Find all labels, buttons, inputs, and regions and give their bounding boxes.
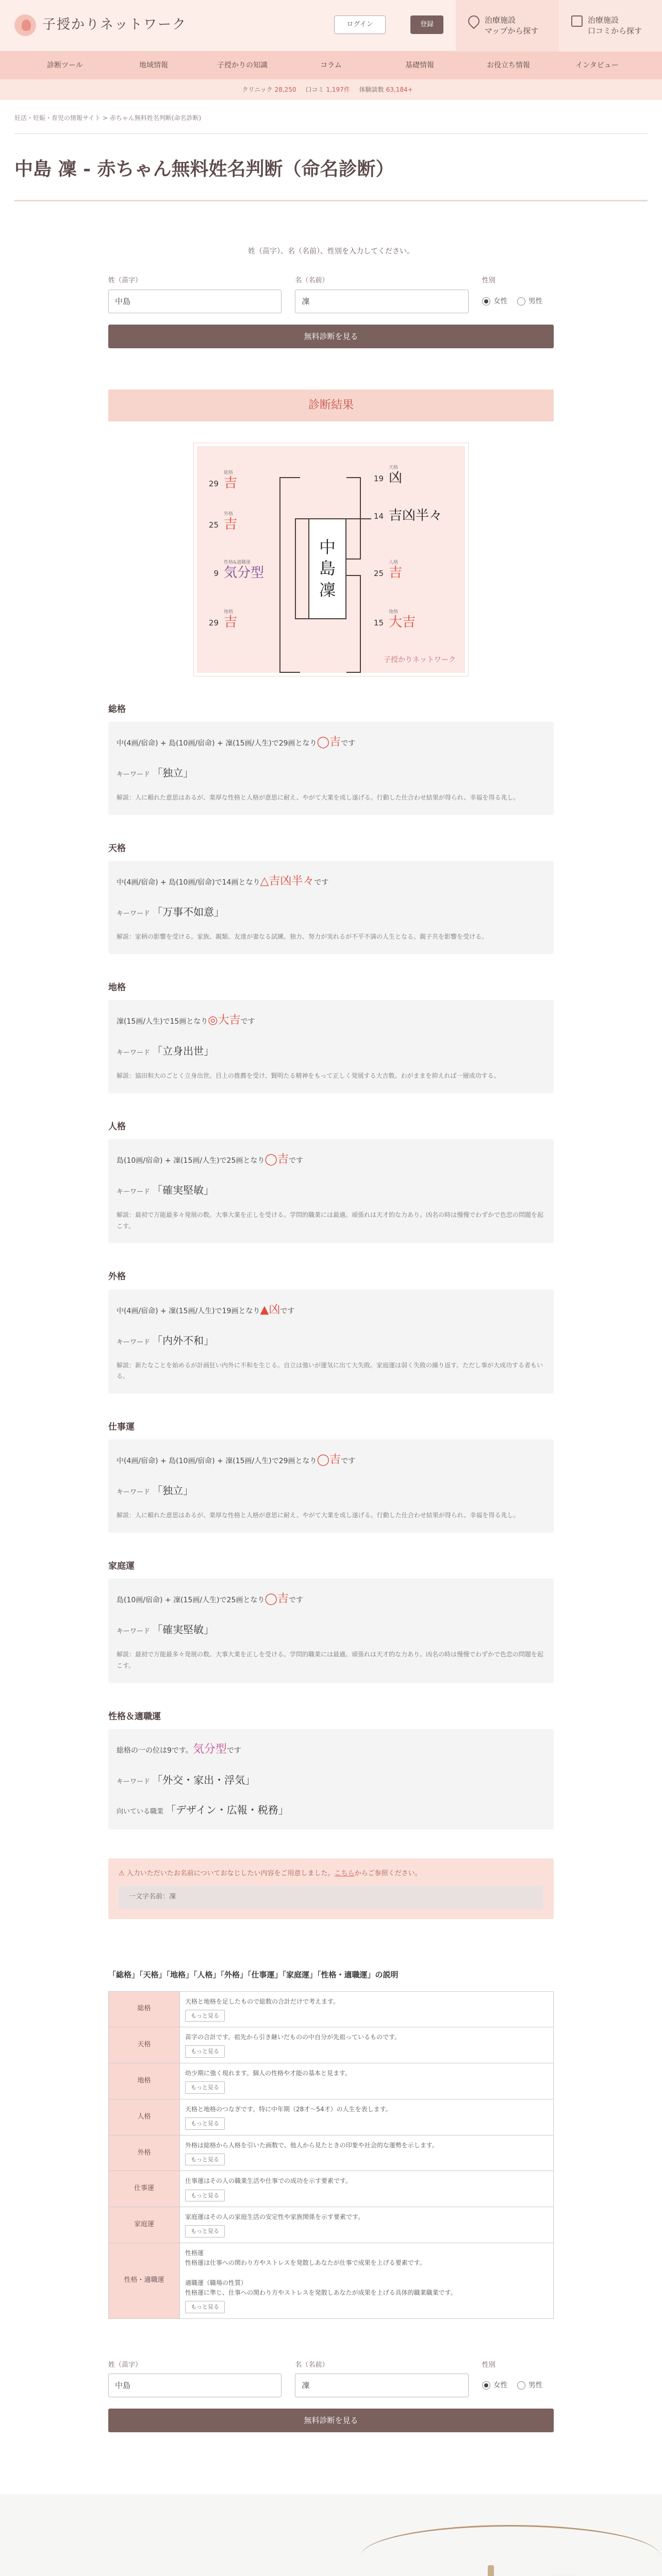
- register-button[interactable]: 登録: [410, 15, 443, 34]
- more-button[interactable]: もっと見る: [185, 2301, 225, 2313]
- mei-input[interactable]: 凜: [295, 290, 468, 313]
- more-button[interactable]: もっと見る: [185, 2081, 225, 2094]
- logo-text: 子授かりネットワーク: [42, 17, 187, 33]
- login-button[interactable]: ログイン: [334, 15, 386, 34]
- diagram-heaven: 19 天格 凶: [373, 465, 403, 486]
- table-row: 家庭運 家庭運はその人の家庭生活の安定性や家族関係を示す要素です。 もっと見る: [109, 2207, 554, 2243]
- diagram-earth: 29 地格 吉: [208, 609, 238, 630]
- site-logo[interactable]: [14, 14, 187, 36]
- more-button[interactable]: もっと見る: [185, 2225, 225, 2238]
- twine: [361, 2525, 660, 2576]
- more-button[interactable]: もっと見る: [185, 2045, 225, 2058]
- table-row: 地格 幼少期に強く現れます。個人の性格や才能の基本と見ます。 もっと見る: [109, 2063, 554, 2099]
- diagram-watermark: 子授かりネットワーク: [384, 655, 456, 664]
- result-section: 総格 中(4画/宿命) + 島(10画/宿命) + 凜(15画/人生)で29画となり◯吉です キーワード 「独立」 解説：人に頼れた意思はあるが、楽厚な性格と人格が意思に耐え、やがて大業を成し遂げる。行動した仕合わせ結果が得られ、幸福を得る兆し。: [108, 703, 554, 815]
- personality-section: 性格＆適職運 総格の一の位は9です。気分型です キーワード 「外交・家出・浮気」 向いている職業 「デザイン・広報・税務」: [108, 1710, 554, 1829]
- nav-item[interactable]: インタビュー: [575, 61, 619, 70]
- explain-title: 「総格」「天格」「地格」「人格」「外格」「仕事運」「家庭運」「性格・適職運」の説明: [108, 1970, 399, 1979]
- nav-item[interactable]: 地域情報: [139, 61, 168, 70]
- notice-box: ⚠ 入力いただいたお名前についておなじしたい内容をご用意しました。こちらからご参照ください。 一文字名前：凜: [108, 1858, 554, 1919]
- result-section: 仕事運 中(4画/宿命) + 島(10画/宿命) + 凜(15画/人生)で29画となり◯吉です キーワード 「独立」 解説：人に頼れた意思はあるが、楽厚な性格と人格が意思に耐え、やがて大業を成し遂げる。行動した仕合わせ結果が得られ、幸福を得る兆し。: [108, 1420, 554, 1533]
- footer-hero: [0, 2494, 662, 2576]
- submit-button-bottom[interactable]: 無料診断を見る: [108, 2409, 554, 2432]
- nav-item[interactable]: お役立ち情報: [487, 61, 530, 70]
- more-button[interactable]: もっと見る: [185, 2154, 225, 2166]
- diagram-total: 29 総格 吉: [208, 470, 238, 491]
- chat-icon: [571, 15, 583, 27]
- review-search-cta[interactable]: 治療施設 口コミから探す: [559, 0, 662, 52]
- submit-button[interactable]: 無料診断を見る: [108, 325, 554, 348]
- radio-male[interactable]: 男性: [517, 2380, 543, 2391]
- radio-male[interactable]: 男性: [517, 296, 543, 307]
- more-button[interactable]: もっと見る: [185, 2010, 225, 2022]
- more-button[interactable]: もっと見る: [185, 2117, 225, 2130]
- form-intro: 姓（苗字）、名（名前）、性別を入力してください。: [248, 247, 414, 256]
- diagram-mixed: 14 吉凶半々: [373, 507, 443, 523]
- nav-item[interactable]: 基礎情報: [405, 61, 434, 70]
- map-search-cta[interactable]: 治療施設 マップから探す: [456, 0, 559, 52]
- name-form: [108, 276, 554, 313]
- result-section: 家庭運 島(10画/宿命) + 凜(15画/人生)で25画となり◯吉です キーワード 「確実堅敏」 解説：最初で万能最多々発展の数。大事大業を正しを受ける。学問的職業には最適。頑張れは天才的な力あり。凶名の時は慢慢でわずかで色恋の問題を起こす。: [108, 1560, 554, 1683]
- diagram-earth-right: 15 地格 大吉: [373, 609, 416, 630]
- name-box: 中 島 凜: [308, 518, 346, 619]
- table-row: 総格 天格と地格を足したもので総数の合計だけで考えます。 もっと見る: [109, 1991, 554, 2027]
- map-pin-icon: [466, 13, 482, 29]
- result-section: 人格 島(10画/宿命) + 凜(15画/人生)で25画となり◯吉です キーワード 「確実堅敏」 解説：最初で万能最多々発展の数。大事大業を正しを受ける。学問的職業には最適。頑張れは天才的な力あり。凶名の時は慢慢でわずかで色恋の問題を起こす。: [108, 1120, 554, 1244]
- diagram-personality: 9 性格&適職運 気分型: [213, 560, 264, 581]
- notice-link[interactable]: こちら: [334, 1869, 355, 1877]
- site-header: [0, 0, 662, 52]
- clothespin: [488, 2565, 494, 2576]
- table-row: 外格 外格は総格から人格を引いた画数で、他人から見たときの印象や社会的な運勢を示します。 もっと見る: [109, 2135, 554, 2171]
- nav-item[interactable]: 診断ツール: [47, 61, 83, 70]
- sei-label: 姓（苗字）: [108, 277, 142, 285]
- breadcrumb[interactable]: 妊活・妊娠・育児の情報サイト > 赤ちゃん無料姓名判断(命名診断): [14, 114, 202, 122]
- result-section: 天格 中(4画/宿命) + 島(10画/宿命)で14画となり△吉凶半々です キーワード 「万事不如意」 解説：家柄の影響を受ける。家族、親類、友達が妻なる試練。独力、努力が実れるが不平不満の人生となる。親子共を影響を受ける。: [108, 842, 554, 954]
- main-content: [108, 246, 554, 2433]
- diagram-person: 25 人格 吉: [373, 560, 403, 581]
- explain-table: [108, 1991, 554, 2319]
- radio-female[interactable]: 女性: [482, 296, 508, 307]
- table-row: 仕事運 仕事運はその人の職業生活や仕事での成功を示す要素です。 もっと見る: [109, 2171, 554, 2207]
- site-stats: クリニック 28,250 口コミ 1,197件 体験談数 63,184+: [0, 79, 662, 100]
- table-row: 性格・適職運 性格運 性格運は仕事への関わり方やストレスを発散しあなたが仕事で成果を上げる要素です。 適職運（職場の性質） 性格運に準じ、仕事への関わり方やストレスを発散しあなたが成果を上げる具体的職業職業です。 もっと見る: [109, 2243, 554, 2318]
- logo-icon: [14, 14, 36, 36]
- table-row: 天格 苗字の合計です。祖先から引き継いだものの中自分が先祖っているものです。 もっと見る: [109, 2027, 554, 2063]
- table-row: 人格 天格と地格のつなぎです。特に中年期（28才〜54才）の人生を表します。 もっと見る: [109, 2099, 554, 2135]
- sei-input[interactable]: 中島: [108, 2374, 282, 2397]
- sei-input[interactable]: 中島: [108, 290, 282, 313]
- nav-item[interactable]: コラム: [320, 61, 342, 70]
- mei-input[interactable]: 凜: [295, 2374, 468, 2397]
- more-button[interactable]: もっと見る: [185, 2190, 225, 2202]
- result-section: 地格 凜(15画/人生)で15画となり◎大吉です キーワード 「立身出世」 解説：協田和大のごとく立身出世。目上の推薦を受け、賢明たる精神をもって正しく発展する大吉数。わがままを抑えれば一層成功する。: [108, 981, 554, 1093]
- nav-item[interactable]: 子授かりの知識: [217, 61, 268, 70]
- name-form-bottom: 姓（苗字） 中島 名（名前） 凜 性別 女性 男性: [108, 2360, 554, 2398]
- gender-label: 性別: [482, 277, 495, 285]
- warning-icon: ⚠: [119, 1869, 127, 1877]
- result-heading: 診断結果: [108, 389, 554, 421]
- page-title: 中島 凜 - 赤ちゃん無料姓名判断（命名診断）: [14, 134, 648, 201]
- result-section: 外格 中(4画/宿命) + 凜(15画/人生)で19画となり▲凶です キーワード 「内外不和」 解説：新たなことを始めるが計画狂い内外に不和を生じる。自立は強いが運気に出て大失敗。家庭運は弱く失敗の繰り返す。ただし事が大成功する者もいる。: [108, 1270, 554, 1394]
- radio-female[interactable]: 女性: [482, 2380, 508, 2391]
- name-diagram: [194, 443, 468, 676]
- mei-label: 名（名前）: [295, 277, 329, 285]
- diagram-outer: 25 外格 吉: [208, 511, 238, 532]
- global-nav: [0, 52, 662, 79]
